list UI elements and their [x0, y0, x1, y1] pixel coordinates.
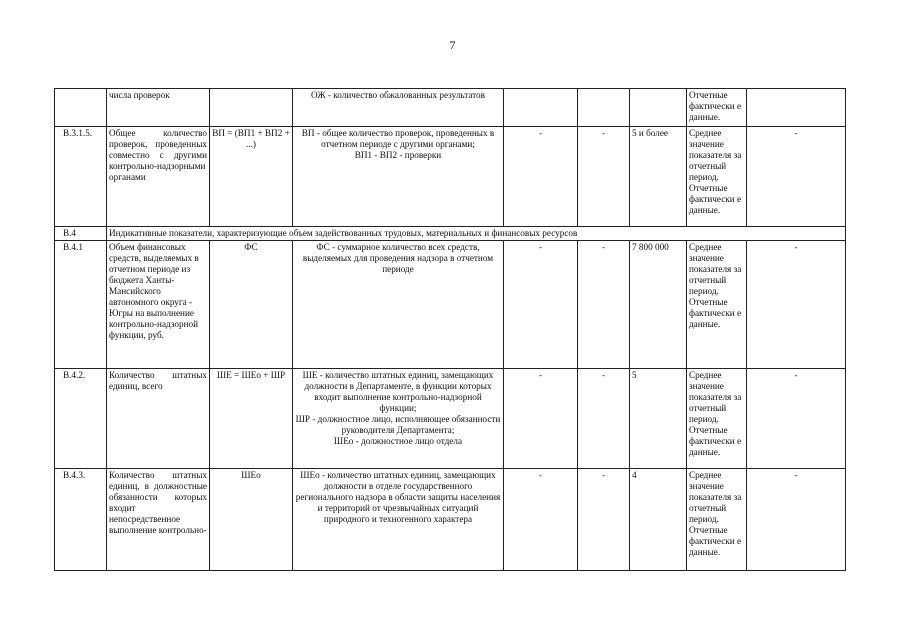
indicators-table: [54, 88, 846, 571]
description-line: ШР - должностное лицо, исполняющее обязанности руководителя Департамента;: [295, 414, 501, 435]
row-number: В.4.2.: [55, 369, 107, 469]
last-col-value: [747, 89, 846, 127]
target-value: 5 и более: [630, 127, 687, 227]
last-col-value: -: [747, 469, 846, 571]
description-line: ОЖ - количество обжалованных результатов: [311, 90, 485, 100]
page-number: 7: [449, 38, 456, 52]
indicator-description: [293, 241, 504, 369]
source-note: Среднее значение показателя за отчетный период. Отчетные фактически е данные.: [687, 469, 747, 571]
indicator-formula: ФС: [210, 241, 293, 369]
col-6-value: -: [578, 241, 630, 369]
last-col-value: -: [747, 369, 846, 469]
indicator-formula: ВП = (ВП1 + ВП2 + ...): [210, 127, 293, 227]
last-col-value: -: [747, 241, 846, 369]
col-5-value: -: [504, 127, 578, 227]
target-value: [630, 89, 687, 127]
row-number: В.4.1: [55, 241, 107, 369]
table-row: [55, 241, 846, 369]
description-line: ВП - общее количество проверок, проведенных в отчетном периоде с другими органами;: [301, 128, 495, 149]
col-6-value: [578, 89, 630, 127]
description-line: ШЕ - количество штатных единиц, замещающих должности в Департаменте, в функции которых входит выполнение контрольно-надзорной функции;: [302, 370, 494, 413]
indicator-formula: ШЕо: [210, 469, 293, 571]
col-5-value: -: [504, 469, 578, 571]
table-row: [55, 469, 846, 571]
target-value: 5: [630, 369, 687, 469]
col-5-value: -: [504, 369, 578, 469]
indicator-name: Общее количество проверок, проведенных совместно с другими контрольно-надзорными органами: [107, 127, 210, 227]
col-5-value: -: [504, 241, 578, 369]
indicator-formula: [210, 89, 293, 127]
source-note: Среднее значение показателя за отчетный период. Отчетные фактически е данные.: [687, 127, 747, 227]
table-row: [55, 89, 846, 127]
source-note: Среднее значение показателя за отчетный период. Отчетные фактически е данные.: [687, 241, 747, 369]
indicator-description: [293, 127, 504, 227]
row-number: В.4.3.: [55, 469, 107, 571]
section-title: Индикативные показатели, характеризующие объем задействованных трудовых, материальных и финансовых ресурсов: [107, 227, 846, 241]
col-5-value: [504, 89, 578, 127]
indicator-name: Количество штатных единиц, в должностные обязанности которых входит непосредственное выполнение контрольно-: [107, 469, 210, 571]
source-note: Среднее значение показателя за отчетный период. Отчетные фактически е данные.: [687, 369, 747, 469]
indicator-name: Объем финансовых средств, выделяемых в отчетном периоде из бюджета Ханты-Мансийского автономного округа - Югры на выполнение контрольно-надзорной функции, руб.: [107, 241, 210, 369]
target-value: 4: [630, 469, 687, 571]
table-row: [55, 127, 846, 227]
indicator-description: [293, 89, 504, 127]
indicator-name: числа проверок: [107, 89, 210, 127]
row-number: В.3.1.5.: [55, 127, 107, 227]
row-number: [55, 89, 107, 127]
table-row: [55, 369, 846, 469]
col-6-value: -: [578, 369, 630, 469]
col-6-value: -: [578, 127, 630, 227]
indicator-description: [293, 369, 504, 469]
description-line: ШЕо - должностное лицо отдела: [333, 436, 463, 446]
last-col-value: -: [747, 127, 846, 227]
indicator-formula: ШЕ = ШЕо + ШР: [210, 369, 293, 469]
indicator-name: Количество штатных единиц, всего: [107, 369, 210, 469]
source-note: Отчетные фактически е данные.: [687, 89, 747, 127]
section-row: [55, 227, 846, 241]
target-value: 7 800 000: [630, 241, 687, 369]
description-line: ШЕо - количество штатных единиц, замещающих должности в отделе государственного регионального надзора в области защиты населения и территорий от чрезвычайных ситуаций природного и техногенного характера: [295, 470, 501, 524]
description-line: ФС - суммарное количество всех средств, выделяемых для проведения надзора в отчетном периоде: [302, 242, 494, 274]
indicator-description: [293, 469, 504, 571]
section-number: В.4: [55, 227, 107, 241]
col-6-value: -: [578, 469, 630, 571]
description-line: ВП1 - ВП2 - проверки: [354, 150, 442, 160]
